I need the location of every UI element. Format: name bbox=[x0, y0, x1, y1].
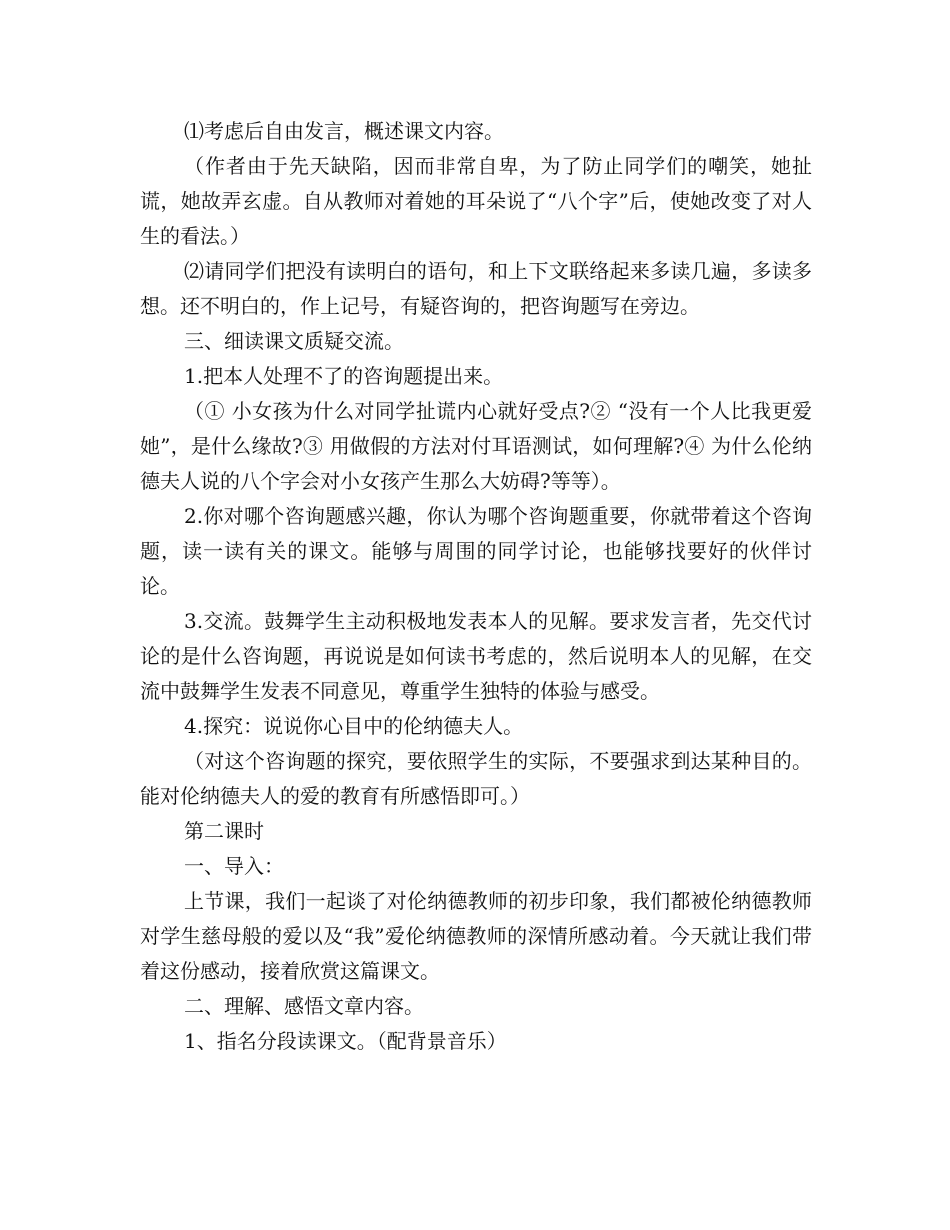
paragraph-item-4: 4.探究：说说你心目中的伦纳德夫人。 bbox=[184, 714, 524, 738]
paragraph-item-3: 3.交流。鼓舞学生主动积极地发表本人的见解。要求发言者，先交代讨论的是什么咨询题，再说说是如何读书考虑的，然后说明本人的见解，在交流中鼓舞学生发表不同意见，尊重学生独特的体验与感受。 bbox=[140, 609, 812, 703]
paragraph-item-2: 2.你对哪个咨询题感兴趣，你认为哪个咨询题重要，你就带着这个咨询题，读一读有关的课文。能够与周围的同学讨论，也能够找要好的伙伴讨论。 bbox=[140, 504, 812, 598]
paragraph-item-1: 1.把本人处理不了的咨询题提出来。 bbox=[184, 364, 504, 388]
paragraph-note: （对这个咨询题的探究，要依照学生的实际，不要强求到达某种目的。能对伦纳德夫人的爱的教育有所感悟即可。） bbox=[140, 749, 812, 808]
paragraph-1: ⑴考虑后自由发言，概述课文内容。 bbox=[184, 119, 504, 143]
section-heading-3: 三、细读课文质疑交流。 bbox=[184, 329, 404, 353]
paragraph-2: （作者由于先天缺陷，因而非常自卑，为了防止同学们的嘲笑，她扯谎，她故弄玄虚。自从教师对着她的耳朵说了“八个字”后，使她改变了对人生的看法。） bbox=[140, 154, 812, 248]
paragraph-reading: 1、指名分段读课文。（配背景音乐） bbox=[184, 1029, 507, 1053]
paragraph-3: ⑵请同学们把没有读明白的语句，和上下文联络起来多读几遍，多读多想。还不明白的，作上记号，有疑咨询的，把咨询题写在旁边。 bbox=[140, 259, 812, 318]
paragraph-intro: 上节课，我们一起谈了对伦纳德教师的初步印象，我们都被伦纳德教师对学生慈母般的爱以及“我”爱伦纳德教师的深情所感动着。今天就让我们带着这份感动，接着欣赏这篇课文。 bbox=[140, 889, 812, 983]
lesson-heading: 第二课时 bbox=[184, 819, 264, 843]
section-heading-understand: 二、理解、感悟文章内容。 bbox=[184, 994, 424, 1018]
section-heading-intro: 一、导入： bbox=[184, 854, 284, 878]
paragraph-questions: （① 小女孩为什么对同学扯谎内心就好受点?② “没有一个人比我更爱她”，是什么缘故?③ 用做假的方法对付耳语测试，如何理解?④ 为什么伦纳德夫人说的八个字会对小女孩产生那么大妨碍?等等）。 bbox=[140, 399, 812, 493]
document-page bbox=[140, 114, 812, 1059]
